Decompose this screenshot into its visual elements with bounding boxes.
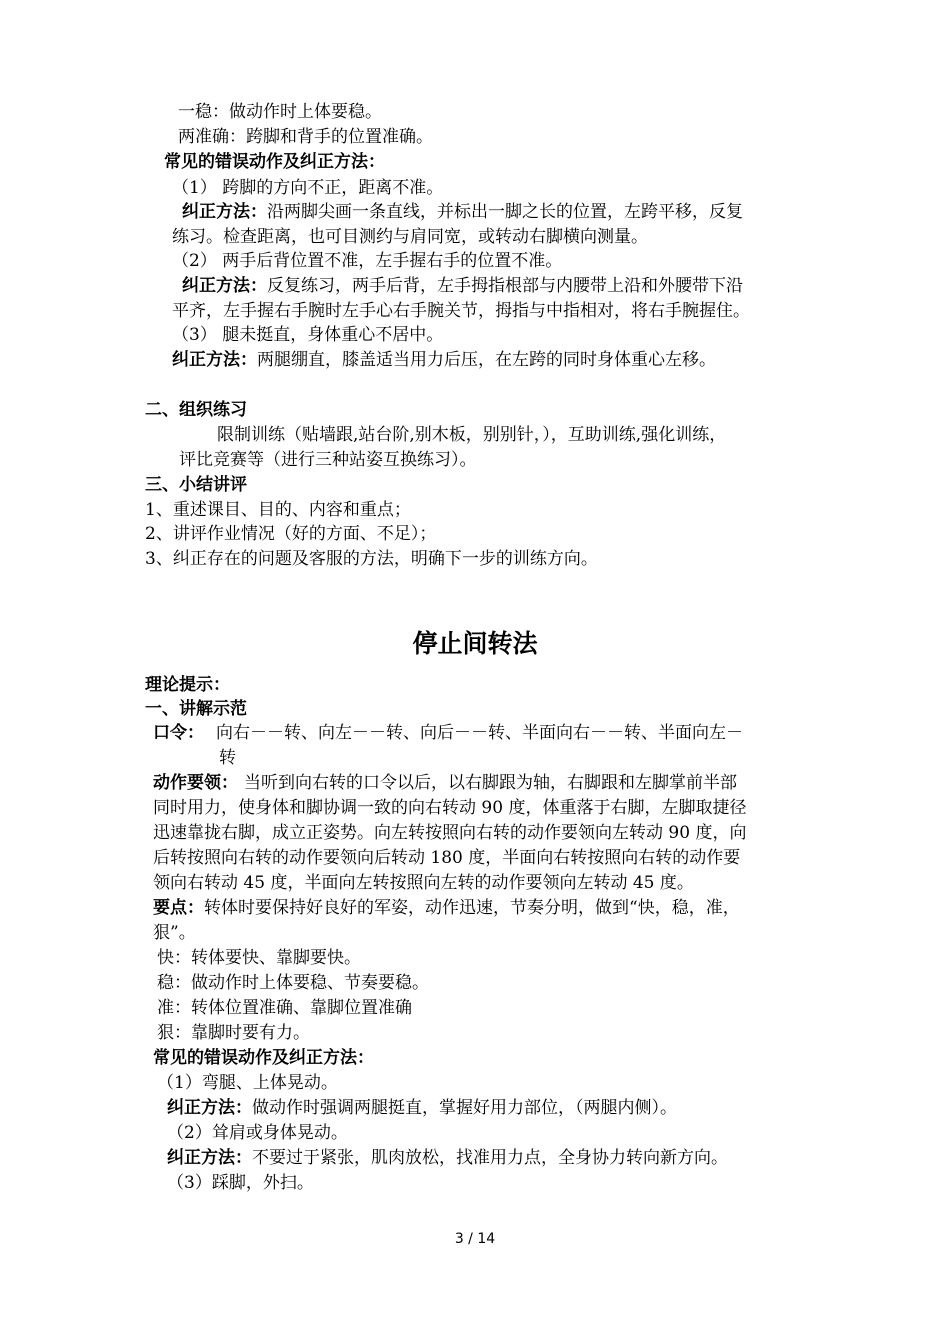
page-title: 停止间转法 <box>412 629 538 658</box>
text-line: 练习。检查距离，也可目测约与肩同宽，或转动右脚横向测量。 <box>172 227 648 247</box>
text-line: 两准确：跨脚和背手的位置准确。 <box>178 127 433 147</box>
command-text: 向右－－转、向左－－转、向后－－转、半面向右－－转、半面向左－ <box>216 723 743 743</box>
section-heading: 二、组织练习 <box>145 400 247 420</box>
error-item: （1） 跨脚的方向不正，距离不准。 <box>172 178 444 198</box>
page-number: 3 / 14 <box>454 1231 496 1247</box>
key-item: 准：转体位置准确、靠脚位置准确 <box>157 998 412 1018</box>
text-line: 狠”。 <box>153 923 196 943</box>
key-label: 要点： <box>153 898 204 918</box>
text-line: 一稳：做动作时上体要稳。 <box>178 102 382 122</box>
correction-text: 沿两脚尖画一条直线，并标出一脚之长的位置，左跨平移，反复 <box>267 202 743 222</box>
action-text: 当听到向右转的口令以后，以右脚跟为轴，右脚跟和左脚掌前半部 <box>244 773 737 793</box>
text-line: 平齐，左手握右手腕时左手心右手腕关节，拇指与中指相对，将右手腕握住。 <box>172 301 750 321</box>
correction-label: 纠正方法： <box>172 350 257 370</box>
list-item: 2、讲评作业情况（好的方面、不足）； <box>145 524 437 544</box>
section-heading: 三、小结讲评 <box>145 475 247 495</box>
text-line: 转 <box>219 748 236 768</box>
error-item: （2）耸肩或身体晃动。 <box>167 1123 348 1143</box>
key-item: 快：转体要快、靠脚要快。 <box>157 948 361 968</box>
error-item: （3）踩脚，外扫。 <box>167 1173 314 1193</box>
command-label: 口令： <box>153 723 204 743</box>
text-line: 同时用力，使身体和脚协调一致的向右转动 90 度，体重落于右脚，左脚取捷径 <box>153 798 747 818</box>
correction-label: 纠正方法： <box>182 202 267 222</box>
error-item: （3） 腿未挺直，身体重心不居中。 <box>172 325 444 345</box>
key-line <box>153 896 740 920</box>
list-item: 3、纠正存在的问题及客服的方法，明确下一步的训练方向。 <box>145 549 598 569</box>
text-line: 后转按照向右转的动作要领向后转动 180 度，半面向右转按照向右转的动作要 <box>153 848 741 868</box>
section-heading: 常见的错误动作及纠正方法： <box>164 152 385 172</box>
correction-text: 反复练习，两手后背，左手拇指根部与内腰带上沿和外腰带下沿 <box>267 276 743 296</box>
error-item: （2） 两手后背位置不准，左手握右手的位置不准。 <box>172 251 563 271</box>
text-line: 领向右转动 45 度，半面向左转按照向左转的动作要领向左转动 45 度。 <box>153 873 694 893</box>
correction-line <box>172 348 716 372</box>
key-text: 转体时要保持好良好的军姿，动作迅速，节奏分明，做到“快，稳，准， <box>204 898 740 918</box>
correction-label: 纠正方法： <box>167 1098 252 1118</box>
correction-label: 纠正方法： <box>167 1148 252 1168</box>
correction-label: 纠正方法： <box>182 276 267 296</box>
correction-line <box>182 274 743 298</box>
error-item: （1）弯腿、上体晃动。 <box>157 1073 338 1093</box>
action-label: 动作要领： <box>153 773 238 793</box>
correction-line <box>167 1146 728 1170</box>
correction-text: 不要过于紧张，肌肉放松，找准用力点，全身协力转向新方向。 <box>252 1148 728 1168</box>
correction-line <box>182 200 743 224</box>
text-line: 限制训练（贴墙跟,站台阶,别木板，别别针，），互助训练,强化训练， <box>217 425 727 445</box>
section-heading: 一、讲解示范 <box>145 699 247 719</box>
text-line: 迅速靠拢右脚，成立正姿势。向左转按照向右转的动作要领向左转动 90 度，向 <box>153 823 747 843</box>
section-heading: 理论提示： <box>145 675 230 695</box>
command-line <box>153 721 743 745</box>
text-line: 评比竞赛等（进行三种站姿互换练习）。 <box>179 450 477 470</box>
action-line <box>153 771 737 795</box>
correction-line <box>167 1096 677 1120</box>
key-item: 狠：靠脚时要有力。 <box>157 1023 310 1043</box>
correction-text: 做动作时强调两腿挺直，掌握好用力部位，（两腿内侧）。 <box>252 1098 677 1118</box>
correction-text: 两腿绷直，膝盖适当用力后压，在左跨的同时身体重心左移。 <box>257 350 716 370</box>
list-item: 1、重述课目、目的、内容和重点； <box>145 500 411 520</box>
section-heading: 常见的错误动作及纠正方法： <box>153 1048 374 1068</box>
key-item: 稳：做动作时上体要稳、节奏要稳。 <box>157 973 429 993</box>
